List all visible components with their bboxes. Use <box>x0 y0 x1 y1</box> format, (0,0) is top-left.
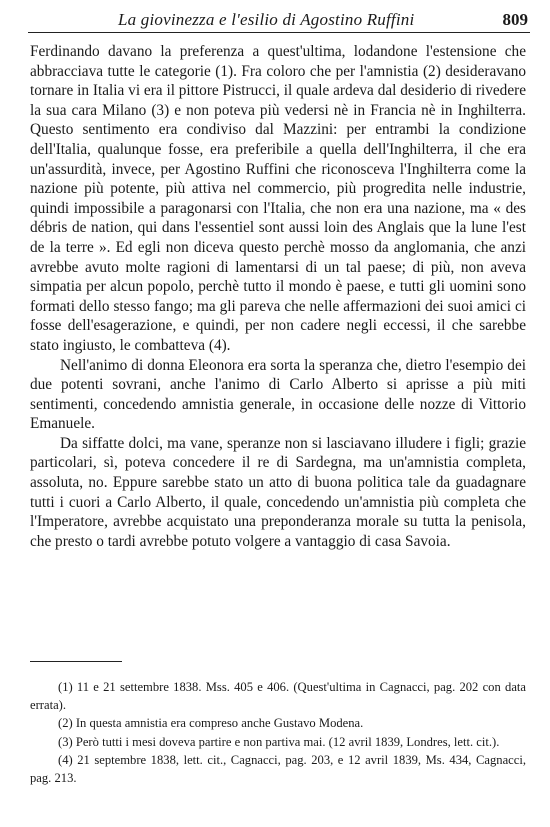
footnote-4: (4) 21 septembre 1838, lett. cit., Cagnacci, pag. 203, e 12 avril 1839, Ms. 434, Cagnacci, pag. 213. <box>30 752 526 786</box>
footnote-2: (2) In questa amnistia era compreso anche Gustavo Modena. <box>58 716 364 731</box>
footnote-1: (1) 11 e 21 settembre 1838. Mss. 405 e 406. (Quest'ultima in Cagnacci, pag. 202 con data errata). <box>30 680 526 713</box>
paragraph-2: Nell'animo di donna Eleonora era sorta la speranza che, dietro l'esempio dei due potenti sovrani, anche l'animo di Carlo Alberto si aprisse a più miti sentimenti, concedendo amnistia generale, in occasione delle nozze di Vittorio Emanuele. <box>30 356 526 433</box>
header-rule <box>28 32 530 33</box>
footnote-3: (3) Però tutti i mesi doveva partire e non partiva mai. (12 avril 1839, Londres, lett. cit.). <box>58 734 500 749</box>
page-number: 809 <box>502 10 528 29</box>
paragraph-3: Da siffatte dolci, ma vane, speranze non si lasciavano illudere i figli; grazie particolari, sì, poteva concedere il re di Sardegna, ma un'amnistia completa, assoluta, no. Eppure sarebbe stato un atto di buona politica tale da guadagnare tutti i cuori a Carlo Alberto, il quale, concedendo un'amnistia più completa che l'Imperatore, avrebbe acquistato una preponderanza morale su tutta la penisola, che presto o tardi avrebbe potuto volgere a vantaggio di casa Savoia. <box>30 434 526 550</box>
footnotes <box>30 678 526 787</box>
footnote-rule <box>30 661 122 662</box>
running-header <box>30 8 528 32</box>
running-title: La giovinezza e l'esilio di Agostino Ruffini <box>118 10 415 29</box>
paragraph-1: Ferdinando davano la preferenza a quest'ultima, lodandone l'estensione che abbracciava tutte le categorie (1). Fra coloro che per l'amnistia (2) desideravano tornare in Italia vi era il pittore Pistrucci, il quale ardeva dal desiderio di rivedere la sua cara Milano (3) e non poteva più vedersi nè in Francia nè in Inghilterra. Questo sentimento era condiviso dal Mazzini: per entrambi la condizione dell'Italia, qualunque fosse, era preferibile a quella dell'Inghilterra, il che era un'assurdità, invece, per Agostino Ruffini che riconosceva l'Inghilterra come la nazione più potente, più attiva nel commercio, più progredita nelle industrie, quindi impossibile a paragonarsi con l'Italia, che non era una nazione, ma « des débris de nation, qui dans l'essentiel sont aussi loin des Anglais que la lune l'est de la terre ». Ed egli non diceva questo perchè mosso da anglomania, che anzi avrebbe avuto molte ragioni di lamentarsi di un tal paese; di più, non aveva simpatia per alcun popolo, perchè tutto il mondo è paese, e tutti gli uomini sono formati dello stesso fango; ma gli pareva che nelle affermazioni dei suoi amici ci fosse dell'esagerazione, e quindi, per non cadere negli eccessi, il che sarebbe stato ingiusto, le combatteva (4). <box>30 43 526 354</box>
main-text <box>30 42 526 551</box>
